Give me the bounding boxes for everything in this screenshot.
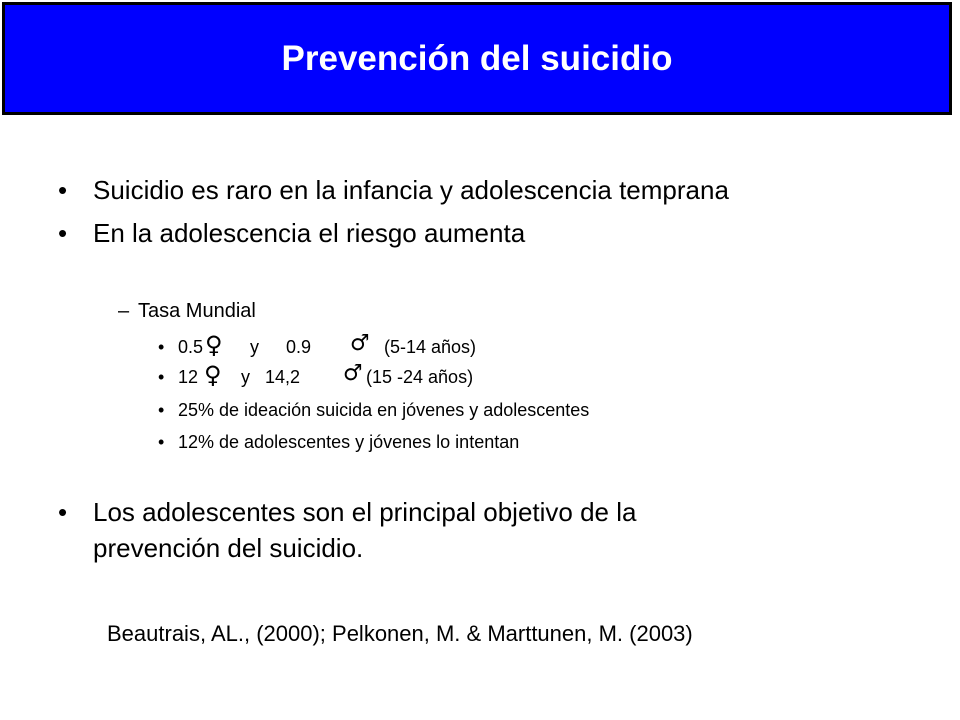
male-rate: 0.9 <box>286 337 312 357</box>
bullet-text-line2: prevención del suicidio. <box>93 533 364 563</box>
bullet-marker: • <box>58 175 68 205</box>
bullet-marker: • <box>158 337 165 357</box>
male-rate: 14,2 <box>265 367 301 387</box>
joiner: y <box>250 337 259 357</box>
female-symbol-icon: ♀ <box>205 331 223 359</box>
male-symbol-icon: ♂ <box>343 361 363 386</box>
bullet-marker: • <box>158 432 165 452</box>
bullet-marker: • <box>158 367 165 387</box>
sub-heading: Tasa Mundial <box>138 300 256 322</box>
bullet-marker: • <box>58 497 68 527</box>
bullet-text: En la adolescencia el riesgo aumenta <box>93 218 526 248</box>
female-rate: 12 <box>178 367 199 387</box>
female-symbol-icon: ♀ <box>204 361 222 389</box>
bullet-text-continuation <box>93 533 363 564</box>
bullet-marker: • <box>158 400 165 420</box>
bullet-text-line1: Los adolescentes son el principal objetivo de la <box>93 497 637 527</box>
age-range: (15 -24 años) <box>366 367 474 387</box>
dash-marker: – <box>118 300 130 322</box>
ideation-text: 25% de ideación suicida en jóvenes y adolescentes <box>178 400 590 420</box>
bullet-marker: • <box>58 218 68 248</box>
attempt-text: 12% de adolescentes y jóvenes lo intentan <box>178 432 520 452</box>
joiner: y <box>241 367 250 387</box>
bullet-text: Suicidio es raro en la infancia y adolescencia temprana <box>93 175 729 205</box>
citation <box>107 621 693 647</box>
age-range: (5-14 años) <box>384 337 477 357</box>
female-rate: 0.5 <box>178 337 204 357</box>
citation-text: Beautrais, AL., (2000); Pelkonen, M. & Marttunen, M. (2003) <box>107 621 693 646</box>
slide-title: Prevención del suicidio <box>281 38 673 78</box>
male-symbol-icon: ♂ <box>350 331 370 356</box>
